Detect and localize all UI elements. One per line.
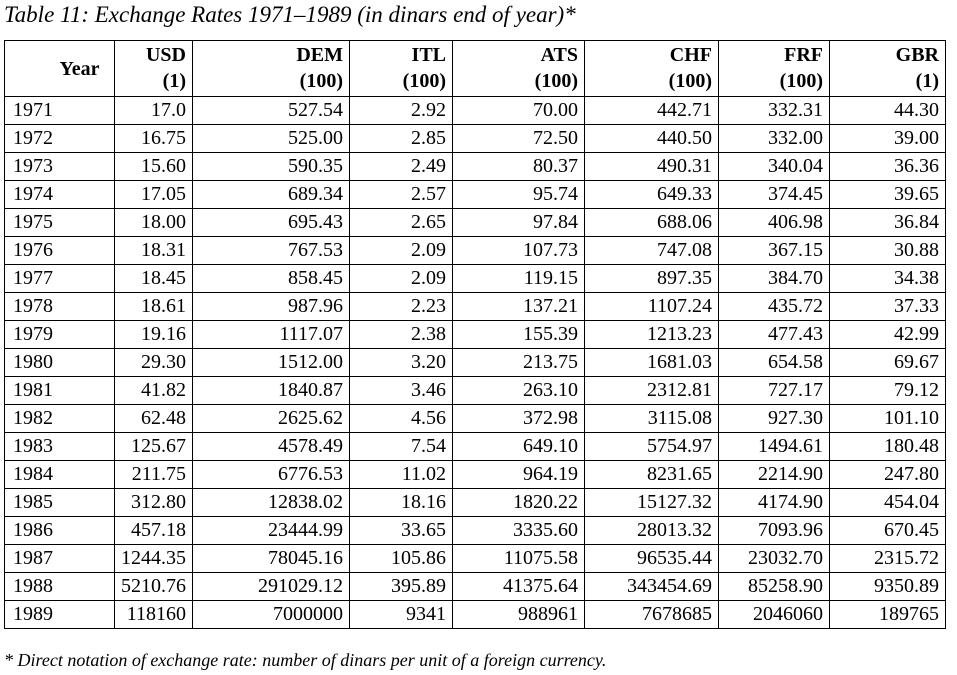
rate-cell: 527.54: [193, 97, 350, 125]
year-cell: 1980: [5, 349, 115, 377]
rate-cell: 343454.69: [585, 573, 719, 601]
rate-cell: 372.98: [453, 405, 585, 433]
rate-cell: 490.31: [585, 153, 719, 181]
rate-cell: 30.88: [830, 237, 946, 265]
rate-cell: 62.48: [115, 405, 193, 433]
column-label: CHF: [669, 44, 712, 66]
rate-cell: 155.39: [453, 321, 585, 349]
rate-cell: 11.02: [350, 461, 453, 489]
rate-cell: 37.33: [830, 293, 946, 321]
rate-cell: 18.45: [115, 265, 193, 293]
rate-cell: 2625.62: [193, 405, 350, 433]
rate-cell: 457.18: [115, 517, 193, 545]
rate-cell: 23032.70: [719, 545, 830, 573]
year-cell: 1989: [5, 601, 115, 629]
column-label: Year: [59, 58, 100, 80]
column-header-ats: [453, 41, 585, 97]
year-cell: 1985: [5, 489, 115, 517]
rate-cell: 41375.64: [453, 573, 585, 601]
rate-cell: 28013.32: [585, 517, 719, 545]
rate-cell: 987.96: [193, 293, 350, 321]
rate-cell: 747.08: [585, 237, 719, 265]
table-row: [5, 489, 946, 517]
rate-cell: 858.45: [193, 265, 350, 293]
column-header-year: [5, 41, 115, 97]
rate-cell: 384.70: [719, 265, 830, 293]
rate-cell: 18.61: [115, 293, 193, 321]
column-header-itl: [350, 41, 453, 97]
table-row: [5, 517, 946, 545]
rate-cell: 180.48: [830, 433, 946, 461]
rate-cell: 211.75: [115, 461, 193, 489]
rate-cell: 9350.89: [830, 573, 946, 601]
rate-cell: 4.56: [350, 405, 453, 433]
rate-cell: 137.21: [453, 293, 585, 321]
rate-cell: 7093.96: [719, 517, 830, 545]
rate-cell: 18.00: [115, 209, 193, 237]
rate-cell: 2.09: [350, 237, 453, 265]
table-row: [5, 349, 946, 377]
rate-cell: 3115.08: [585, 405, 719, 433]
table-row: [5, 153, 946, 181]
rate-cell: 39.00: [830, 125, 946, 153]
table-row: [5, 125, 946, 153]
table-row: [5, 237, 946, 265]
rate-cell: 5754.97: [585, 433, 719, 461]
rate-cell: 18.31: [115, 237, 193, 265]
rate-cell: 101.10: [830, 405, 946, 433]
rate-cell: 477.43: [719, 321, 830, 349]
rate-cell: 767.53: [193, 237, 350, 265]
rate-cell: 69.67: [830, 349, 946, 377]
column-header-frf: [719, 41, 830, 97]
rate-cell: 12838.02: [193, 489, 350, 517]
table-row: [5, 433, 946, 461]
rate-cell: 15.60: [115, 153, 193, 181]
rate-cell: 1244.35: [115, 545, 193, 573]
year-cell: 1976: [5, 237, 115, 265]
rate-cell: 15127.32: [585, 489, 719, 517]
year-cell: 1981: [5, 377, 115, 405]
rate-cell: 654.58: [719, 349, 830, 377]
rate-cell: 312.80: [115, 489, 193, 517]
rate-cell: 247.80: [830, 461, 946, 489]
rate-cell: 2.65: [350, 209, 453, 237]
rate-cell: 119.15: [453, 265, 585, 293]
column-unit: (100): [779, 70, 823, 92]
rate-cell: 590.35: [193, 153, 350, 181]
year-cell: 1978: [5, 293, 115, 321]
table-footnote: * Direct notation of exchange rate: number of dinars per unit of a foreign currency.: [4, 650, 607, 670]
year-cell: 1971: [5, 97, 115, 125]
year-cell: 1986: [5, 517, 115, 545]
header-row: [5, 41, 946, 97]
table-row: [5, 377, 946, 405]
rate-cell: 189765: [830, 601, 946, 629]
column-unit: (1): [162, 70, 186, 92]
rate-cell: 96535.44: [585, 545, 719, 573]
table-row: [5, 321, 946, 349]
rate-cell: 1681.03: [585, 349, 719, 377]
rate-cell: 689.34: [193, 181, 350, 209]
rate-cell: 17.05: [115, 181, 193, 209]
rate-cell: 72.50: [453, 125, 585, 153]
column-header-chf: [585, 41, 719, 97]
rate-cell: 1117.07: [193, 321, 350, 349]
rate-cell: 897.35: [585, 265, 719, 293]
rate-cell: 964.19: [453, 461, 585, 489]
rate-cell: 435.72: [719, 293, 830, 321]
column-label: USD: [145, 44, 186, 66]
table-title: Table 11: Exchange Rates 1971–1989 (in dinars end of year)*: [4, 2, 576, 27]
table-header: [5, 41, 946, 97]
rate-cell: 3.46: [350, 377, 453, 405]
table-row: [5, 461, 946, 489]
rate-cell: 2.38: [350, 321, 453, 349]
rate-cell: 367.15: [719, 237, 830, 265]
rate-cell: 1107.24: [585, 293, 719, 321]
rate-cell: 291029.12: [193, 573, 350, 601]
rate-cell: 5210.76: [115, 573, 193, 601]
rate-cell: 7.54: [350, 433, 453, 461]
year-cell: 1973: [5, 153, 115, 181]
rate-cell: 695.43: [193, 209, 350, 237]
year-cell: 1982: [5, 405, 115, 433]
year-cell: 1979: [5, 321, 115, 349]
rate-cell: 454.04: [830, 489, 946, 517]
rate-cell: 332.00: [719, 125, 830, 153]
rate-cell: 927.30: [719, 405, 830, 433]
year-cell: 1984: [5, 461, 115, 489]
rate-cell: 525.00: [193, 125, 350, 153]
rate-cell: 16.75: [115, 125, 193, 153]
rate-cell: 1494.61: [719, 433, 830, 461]
rate-cell: 4578.49: [193, 433, 350, 461]
rate-cell: 36.36: [830, 153, 946, 181]
rate-cell: 2.85: [350, 125, 453, 153]
rate-cell: 442.71: [585, 97, 719, 125]
table-row: [5, 601, 946, 629]
year-cell: 1975: [5, 209, 115, 237]
year-cell: 1972: [5, 125, 115, 153]
rate-cell: 17.0: [115, 97, 193, 125]
rate-cell: 97.84: [453, 209, 585, 237]
column-unit: (1): [915, 70, 939, 92]
rate-cell: 11075.58: [453, 545, 585, 573]
exchange-rates-table: [4, 40, 946, 629]
rate-cell: 79.12: [830, 377, 946, 405]
table-row: [5, 181, 946, 209]
rate-cell: 33.65: [350, 517, 453, 545]
rate-cell: 2.49: [350, 153, 453, 181]
rate-cell: 2.09: [350, 265, 453, 293]
rate-cell: 406.98: [719, 209, 830, 237]
rate-cell: 670.45: [830, 517, 946, 545]
table-row: [5, 97, 946, 125]
rate-cell: 374.45: [719, 181, 830, 209]
year-cell: 1988: [5, 573, 115, 601]
rate-cell: 9341: [350, 601, 453, 629]
rate-cell: 29.30: [115, 349, 193, 377]
rate-cell: 78045.16: [193, 545, 350, 573]
year-cell: 1987: [5, 545, 115, 573]
rate-cell: 332.31: [719, 97, 830, 125]
year-cell: 1977: [5, 265, 115, 293]
rate-cell: 7678685: [585, 601, 719, 629]
table-row: [5, 265, 946, 293]
rate-cell: 988961: [453, 601, 585, 629]
year-cell: 1983: [5, 433, 115, 461]
rate-cell: 23444.99: [193, 517, 350, 545]
year-cell: 1974: [5, 181, 115, 209]
rate-cell: 2312.81: [585, 377, 719, 405]
column-label: DEM: [296, 44, 343, 66]
rate-cell: 213.75: [453, 349, 585, 377]
rate-cell: 440.50: [585, 125, 719, 153]
column-unit: (100): [534, 70, 578, 92]
rate-cell: 107.73: [453, 237, 585, 265]
rate-cell: 125.67: [115, 433, 193, 461]
rate-cell: 39.65: [830, 181, 946, 209]
rate-cell: 2.57: [350, 181, 453, 209]
rate-cell: 649.33: [585, 181, 719, 209]
column-unit: (100): [402, 70, 446, 92]
column-header-dem: [193, 41, 350, 97]
rate-cell: 1820.22: [453, 489, 585, 517]
rate-cell: 263.10: [453, 377, 585, 405]
column-label: FRF: [784, 44, 823, 66]
column-header-usd: [115, 41, 193, 97]
table-row: [5, 209, 946, 237]
rate-cell: 6776.53: [193, 461, 350, 489]
column-unit: (100): [299, 70, 343, 92]
rate-cell: 340.04: [719, 153, 830, 181]
rate-cell: 727.17: [719, 377, 830, 405]
rate-cell: 2.23: [350, 293, 453, 321]
rate-cell: 85258.90: [719, 573, 830, 601]
rate-cell: 95.74: [453, 181, 585, 209]
rate-cell: 118160: [115, 601, 193, 629]
rate-cell: 70.00: [453, 97, 585, 125]
rate-cell: 105.86: [350, 545, 453, 573]
rate-cell: 2315.72: [830, 545, 946, 573]
table-row: [5, 573, 946, 601]
rate-cell: 36.84: [830, 209, 946, 237]
table-row: [5, 405, 946, 433]
column-label: ITL: [411, 44, 446, 66]
rate-cell: 2214.90: [719, 461, 830, 489]
table-body: [5, 97, 946, 629]
rate-cell: 688.06: [585, 209, 719, 237]
rate-cell: 8231.65: [585, 461, 719, 489]
rate-cell: 1512.00: [193, 349, 350, 377]
rate-cell: 19.16: [115, 321, 193, 349]
rate-cell: 3335.60: [453, 517, 585, 545]
rate-cell: 18.16: [350, 489, 453, 517]
rate-cell: 395.89: [350, 573, 453, 601]
rate-cell: 2046060: [719, 601, 830, 629]
rate-cell: 4174.90: [719, 489, 830, 517]
rate-cell: 80.37: [453, 153, 585, 181]
rate-cell: 1213.23: [585, 321, 719, 349]
rate-cell: 44.30: [830, 97, 946, 125]
column-label: ATS: [540, 44, 578, 66]
rate-cell: 41.82: [115, 377, 193, 405]
rate-cell: 42.99: [830, 321, 946, 349]
table-row: [5, 545, 946, 573]
table-row: [5, 293, 946, 321]
rate-cell: 3.20: [350, 349, 453, 377]
rate-cell: 2.92: [350, 97, 453, 125]
rate-cell: 1840.87: [193, 377, 350, 405]
column-label: GBR: [895, 44, 939, 66]
rate-cell: 34.38: [830, 265, 946, 293]
rate-cell: 649.10: [453, 433, 585, 461]
column-header-gbr: [830, 41, 946, 97]
rate-cell: 7000000: [193, 601, 350, 629]
column-unit: (100): [668, 70, 712, 92]
